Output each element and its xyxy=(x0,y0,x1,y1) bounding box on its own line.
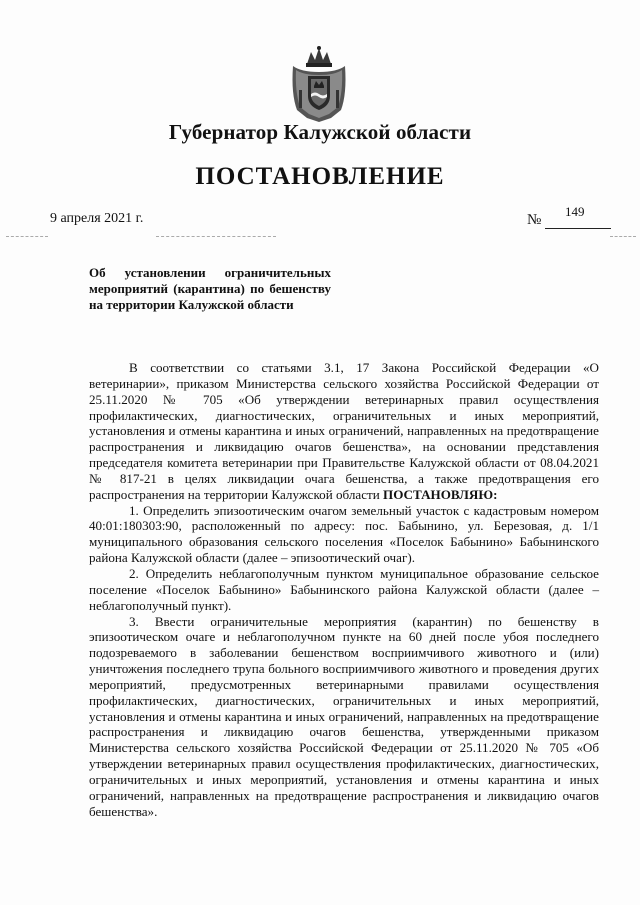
decree-word: ПОСТАНОВЛЯЮ: xyxy=(383,486,498,502)
document-subject: Об установлении ограничительных мероприятий (карантина) по бешенству на территории Калужской области xyxy=(89,265,331,312)
date-right-rule xyxy=(156,236,276,237)
document-number-label: № xyxy=(527,212,542,228)
document-number-underline xyxy=(545,228,611,229)
preamble-text: В соответствии со статьями 3.1, 17 Закона Российской Федерации «О ветеринарии», приказом Министерства сельского хозяйства Российской Федерации от 25.11.2020 № 705 «Об утверждении ветеринарных правил осуществления профилактических, диагностических, ограничительных и иных мероприятий, установления и отмены карантина и иных ограничений, направленных на предотвращение распространения и ликвидацию очагов бешенства», на основании представления председателя комитета ветеринарии при Правительстве Калужской области от 08.04.2021 № 817-21 в целях ликвидации очага бешенства, а также предотвращения его распространения на территории Калужской области xyxy=(89,360,599,502)
document-date: 9 апреля 2021 г. xyxy=(50,211,144,226)
organization-title: Губернатор Калужской области xyxy=(168,120,472,144)
date-left-rule xyxy=(6,236,48,237)
document-body xyxy=(89,360,599,819)
item-2-paragraph: 2. Определить неблагополучным пунктом муниципальное образование сельское поселение «Поселок Бабынино» Бабынинского района Калужской области (далее – неблагополучный пункт). xyxy=(89,565,599,613)
kaluga-coat-of-arms-icon xyxy=(287,44,351,124)
number-right-rule xyxy=(610,236,636,237)
preamble-paragraph xyxy=(89,360,599,503)
document-type-heading: ПОСТАНОВЛЕНИЕ xyxy=(195,163,445,190)
item-1-paragraph: 1. Определить эпизоотическим очагом земельный участок с кадастровым номером 40:01:180303:90, расположенный по адресу: пос. Бабынино, ул. Березовая, д. 1/1 муниципального образования сельского поселения «Поселок Бабынино» Бабынинского района Калужской области (далее – эпизоотический очаг). xyxy=(89,502,599,566)
document-number: 149 xyxy=(565,204,585,219)
item-3-paragraph: 3. Ввести ограничительные мероприятия (карантин) по бешенству в эпизоотическом очаге и неблагополучном пункте на 60 дней после убоя последнего подозреваемого в заболевании бешенством восприимчивого животного и (или) уничтожения последнего трупа больного восприимчивого животного и проведения других мероприятий, предусмотренных ветеринарными правилами осуществления профилактических, диагностических, ограничительных и иных мероприятий, установления и отмены карантина и иных ограничений, направленных на предотвращение распространения и ликвидацию очагов бешенства, утвержденными приказом Министерства сельского хозяйства Российской Федерации от 25.11.2020 № 705 «Об утверждении ветеринарных правил осуществления профилактических, диагностических, ограничительных и иных мероприятий, установления и отмены карантина и иных ограничений, направленных на предотвращение распространения и ликвидацию очагов бешенства». xyxy=(89,613,599,819)
